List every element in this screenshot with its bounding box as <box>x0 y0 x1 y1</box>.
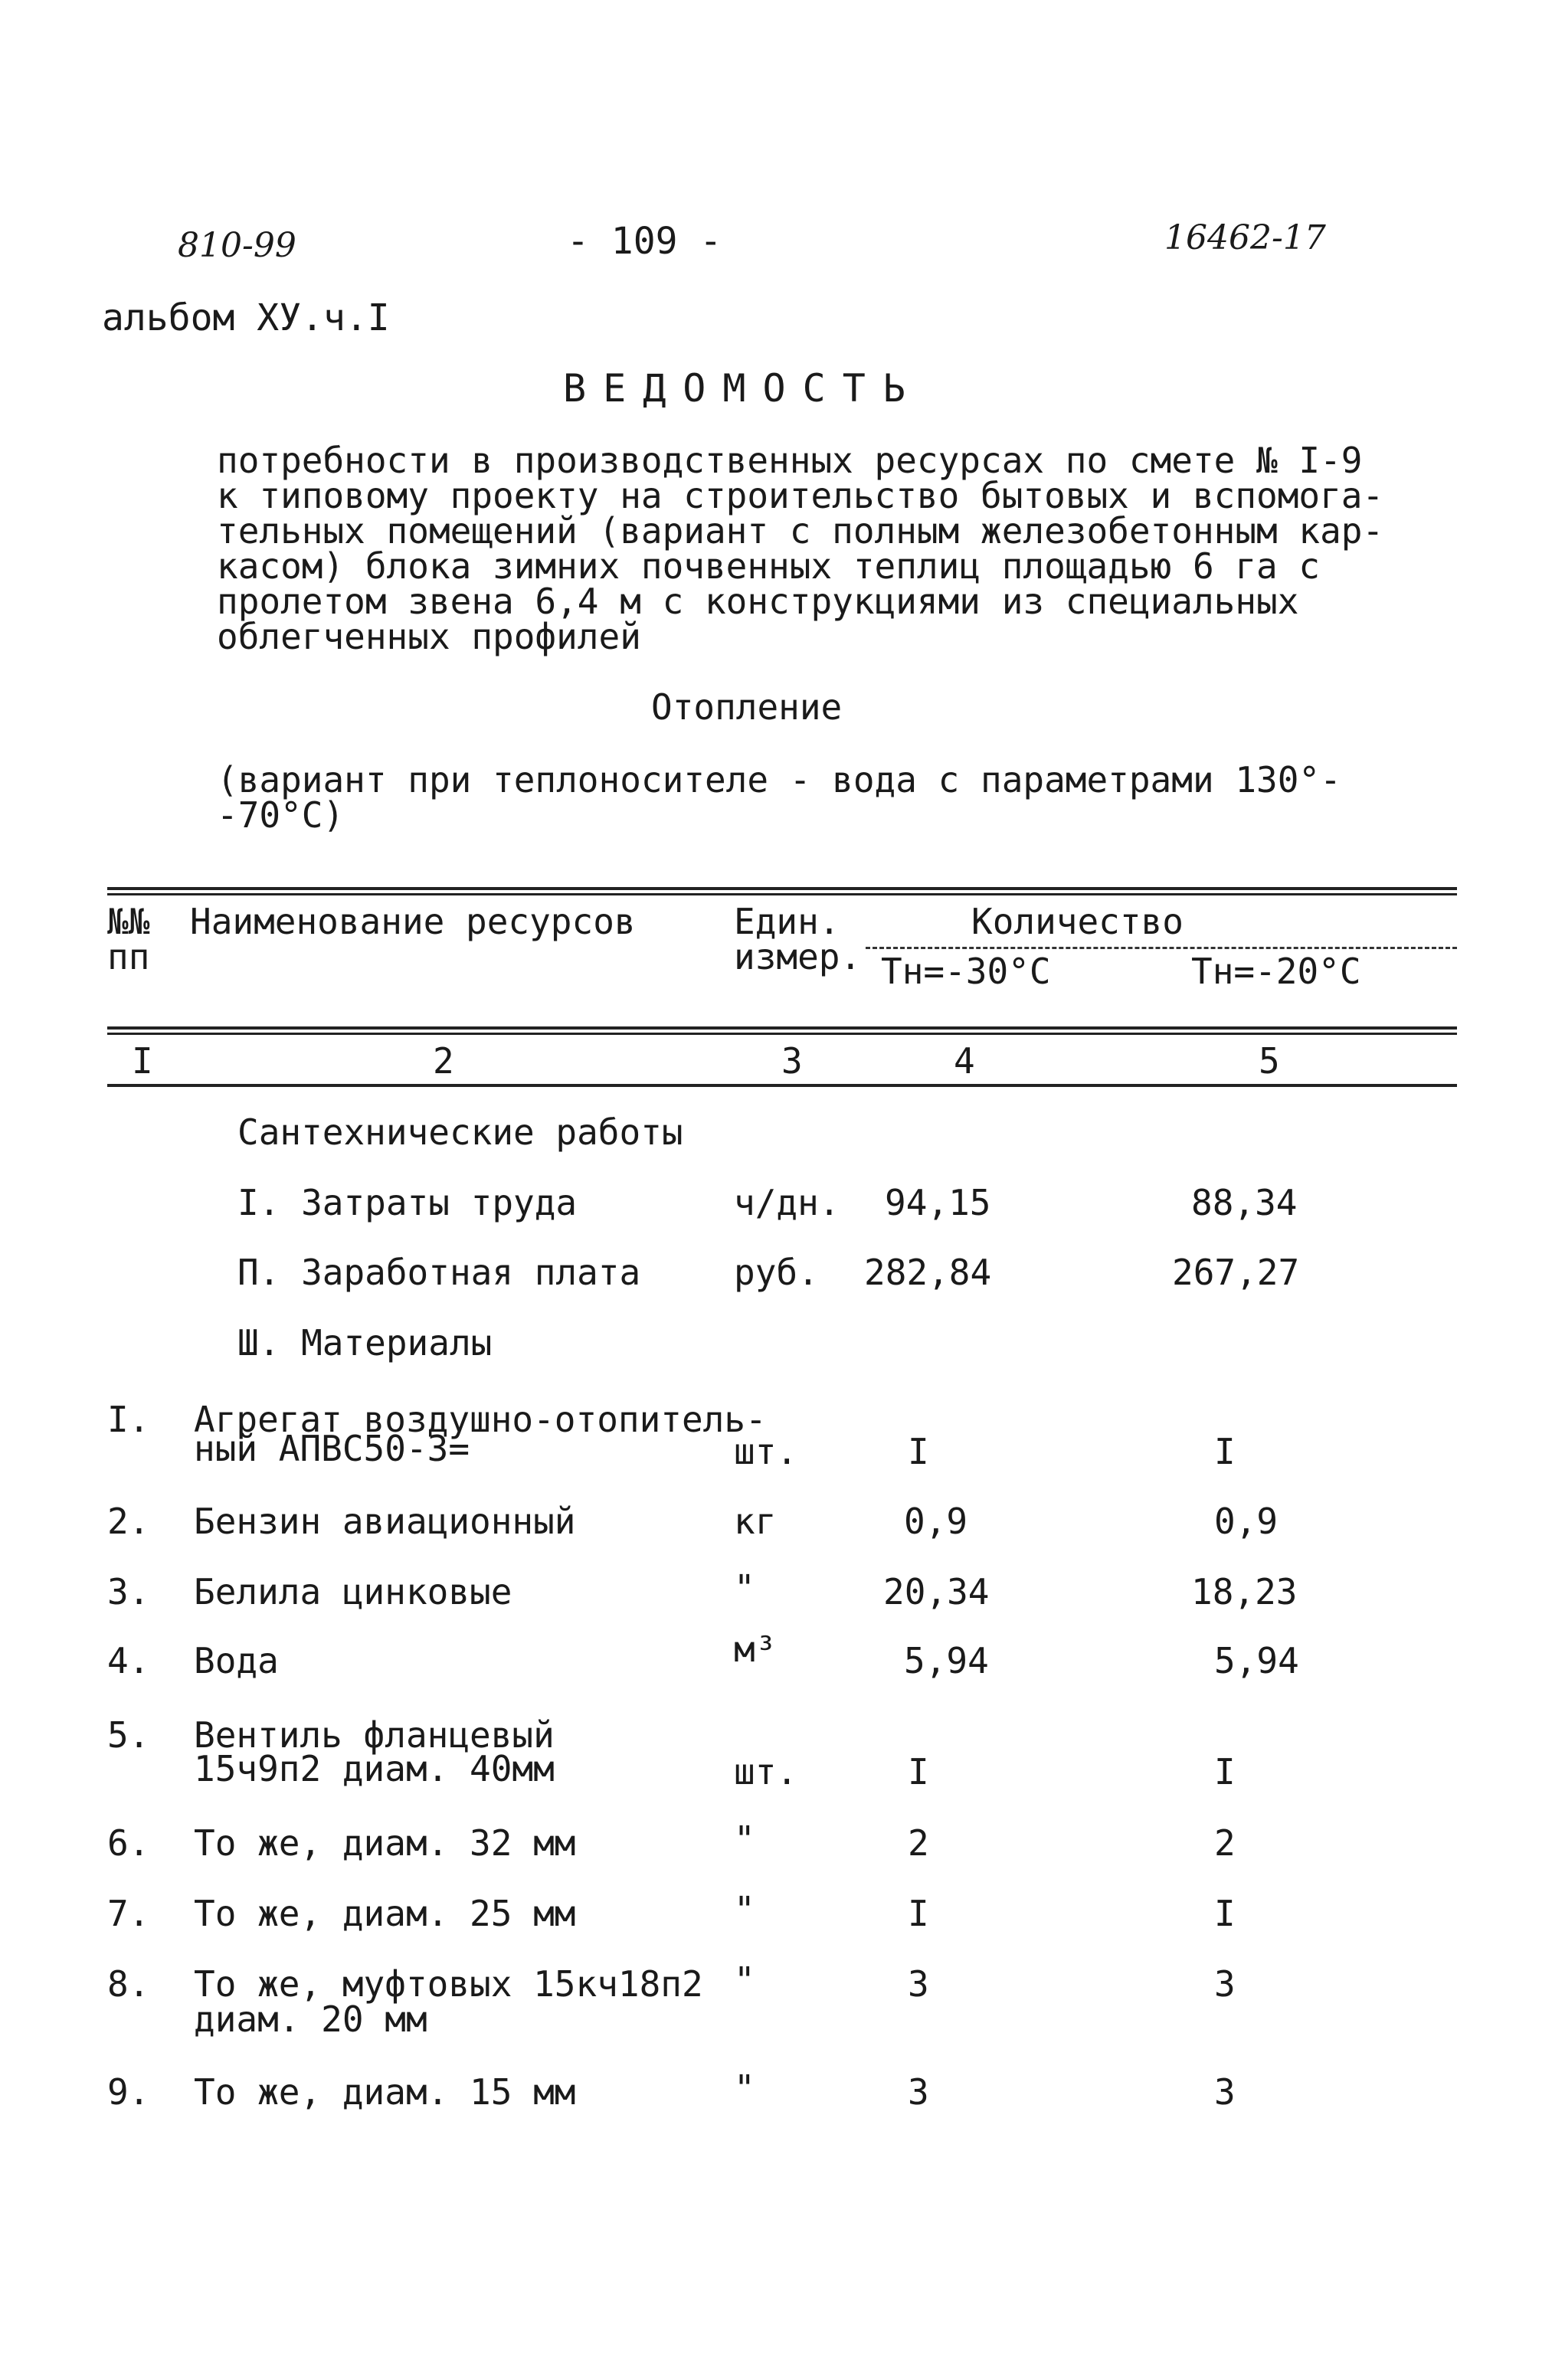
table-top-rule <box>107 887 1457 895</box>
summary-unit: ч/дн. <box>734 1182 840 1223</box>
row-name: Агрегат воздушно-отопитель- <box>194 1399 767 1440</box>
row-q2: 5,94 <box>1214 1640 1299 1681</box>
row-q1: I <box>908 1751 929 1792</box>
row-number: 8. <box>107 1963 150 2005</box>
row-name-line2: 15ч9п2 диам. 40мм <box>194 1748 555 1789</box>
variant-line: -70°C) <box>217 794 345 836</box>
row-number: 6. <box>107 1822 150 1864</box>
description-line: тельных помещений (вариант с полным железобетонным кар- <box>217 510 1384 552</box>
row-q1: 3 <box>908 1963 929 2005</box>
row-q1: 20,34 <box>883 1571 990 1612</box>
works-section-title: Сантехнические работы <box>237 1111 683 1153</box>
row-number: 7. <box>107 1893 150 1934</box>
row-q1: 5,94 <box>904 1640 989 1681</box>
row-q1: I <box>908 1893 929 1934</box>
row-unit: шт. <box>734 1751 798 1792</box>
col-number: 2 <box>433 1040 454 1082</box>
row-unit: " <box>734 2067 755 2109</box>
row-name: То же, диам. 32 мм <box>194 1822 576 1864</box>
row-name: Бензин авиационный <box>194 1501 576 1542</box>
header-unit-line2: измер. <box>734 936 862 977</box>
description-line: потребности в производственных ресурсах по смете № I-9 <box>217 440 1363 481</box>
row-number: 2. <box>107 1501 150 1542</box>
row-q2: I <box>1214 1751 1236 1792</box>
row-q2: 2 <box>1214 1822 1236 1864</box>
row-unit: м³ <box>734 1629 777 1670</box>
row-number: I. <box>107 1399 150 1440</box>
row-q2: 3 <box>1214 2071 1236 2113</box>
quantity-subrule <box>866 947 1457 949</box>
document-title: ВЕДОМОСТЬ <box>563 366 922 411</box>
row-unit: " <box>734 1567 755 1609</box>
summary-q2: 88,34 <box>1191 1182 1298 1223</box>
summary-name: Ш. Материалы <box>237 1322 493 1364</box>
row-q2: 18,23 <box>1191 1571 1298 1612</box>
header-name: Наименование ресурсов <box>190 901 636 942</box>
row-q2: I <box>1214 1431 1236 1472</box>
description-line: касом) блока зимних почвенных теплиц площадью 6 га с <box>217 545 1321 587</box>
header-q1: Тн=-30°С <box>881 951 1051 992</box>
row-unit: " <box>734 1889 755 1930</box>
row-q2: 0,9 <box>1214 1501 1279 1542</box>
summary-q1: 282,84 <box>864 1252 992 1293</box>
row-unit: " <box>734 1819 755 1860</box>
header-bottom-rule <box>107 1026 1457 1035</box>
row-name-line2: ный АПВС50-3= <box>194 1428 470 1469</box>
row-name: Белила цинковые <box>194 1571 512 1612</box>
row-q2: I <box>1214 1893 1236 1934</box>
summary-unit: руб. <box>734 1252 819 1293</box>
row-unit: шт. <box>734 1431 798 1472</box>
row-name: То же, диам. 15 мм <box>194 2071 576 2113</box>
right-handwritten-code: 16462-17 <box>1164 218 1326 257</box>
row-q1: 2 <box>908 1822 929 1864</box>
summary-name: I. Затраты труда <box>237 1182 578 1223</box>
row-number: 3. <box>107 1571 150 1612</box>
col-number: I <box>132 1040 153 1082</box>
row-q1: 3 <box>908 2071 929 2113</box>
header-unit: Един. <box>734 901 840 942</box>
col-number: 3 <box>781 1040 803 1082</box>
row-name-line2: диам. 20 мм <box>194 1999 427 2040</box>
header-quantity: Количество <box>971 901 1184 942</box>
header-no-line2: пп <box>107 936 150 977</box>
summary-name: П. Заработная плата <box>237 1252 641 1293</box>
row-number: 4. <box>107 1640 150 1681</box>
col-number: 5 <box>1259 1040 1280 1082</box>
description-line: пролетом звена 6,4 м с конструкциями из специальных <box>217 581 1299 622</box>
description-line: облегченных профилей <box>217 616 641 657</box>
section-heading: Отопление <box>651 686 843 728</box>
row-name: То же, муфтовых 15кч18п2 <box>194 1963 703 2005</box>
left-handwritten-code: 810-99 <box>178 226 296 265</box>
row-name: Вентиль фланцевый <box>194 1714 555 1756</box>
row-q2: 3 <box>1214 1963 1236 2005</box>
row-number: 5. <box>107 1714 150 1756</box>
header-no: №№ <box>107 901 150 942</box>
row-number: 9. <box>107 2071 150 2113</box>
row-name: То же, диам. 25 мм <box>194 1893 576 1934</box>
col-numbers-rule <box>107 1084 1457 1087</box>
col-number: 4 <box>954 1040 975 1082</box>
page-number: - 109 - <box>567 220 722 263</box>
summary-q1: 94,15 <box>885 1182 991 1223</box>
description-line: к типовому проекту на строительство бытовых и вспомога- <box>217 475 1384 516</box>
variant-line: (вариант при теплоносителе - вода с параметрами 130°- <box>217 759 1341 800</box>
row-unit: кг <box>734 1501 777 1542</box>
row-q1: 0,9 <box>904 1501 968 1542</box>
row-q1: I <box>908 1431 929 1472</box>
row-unit: " <box>734 1959 755 2001</box>
album-label: альбом ХУ.ч.I <box>102 296 390 339</box>
summary-q2: 267,27 <box>1172 1252 1300 1293</box>
row-name: Вода <box>194 1640 279 1681</box>
header-q2: Тн=-20°С <box>1191 951 1361 992</box>
